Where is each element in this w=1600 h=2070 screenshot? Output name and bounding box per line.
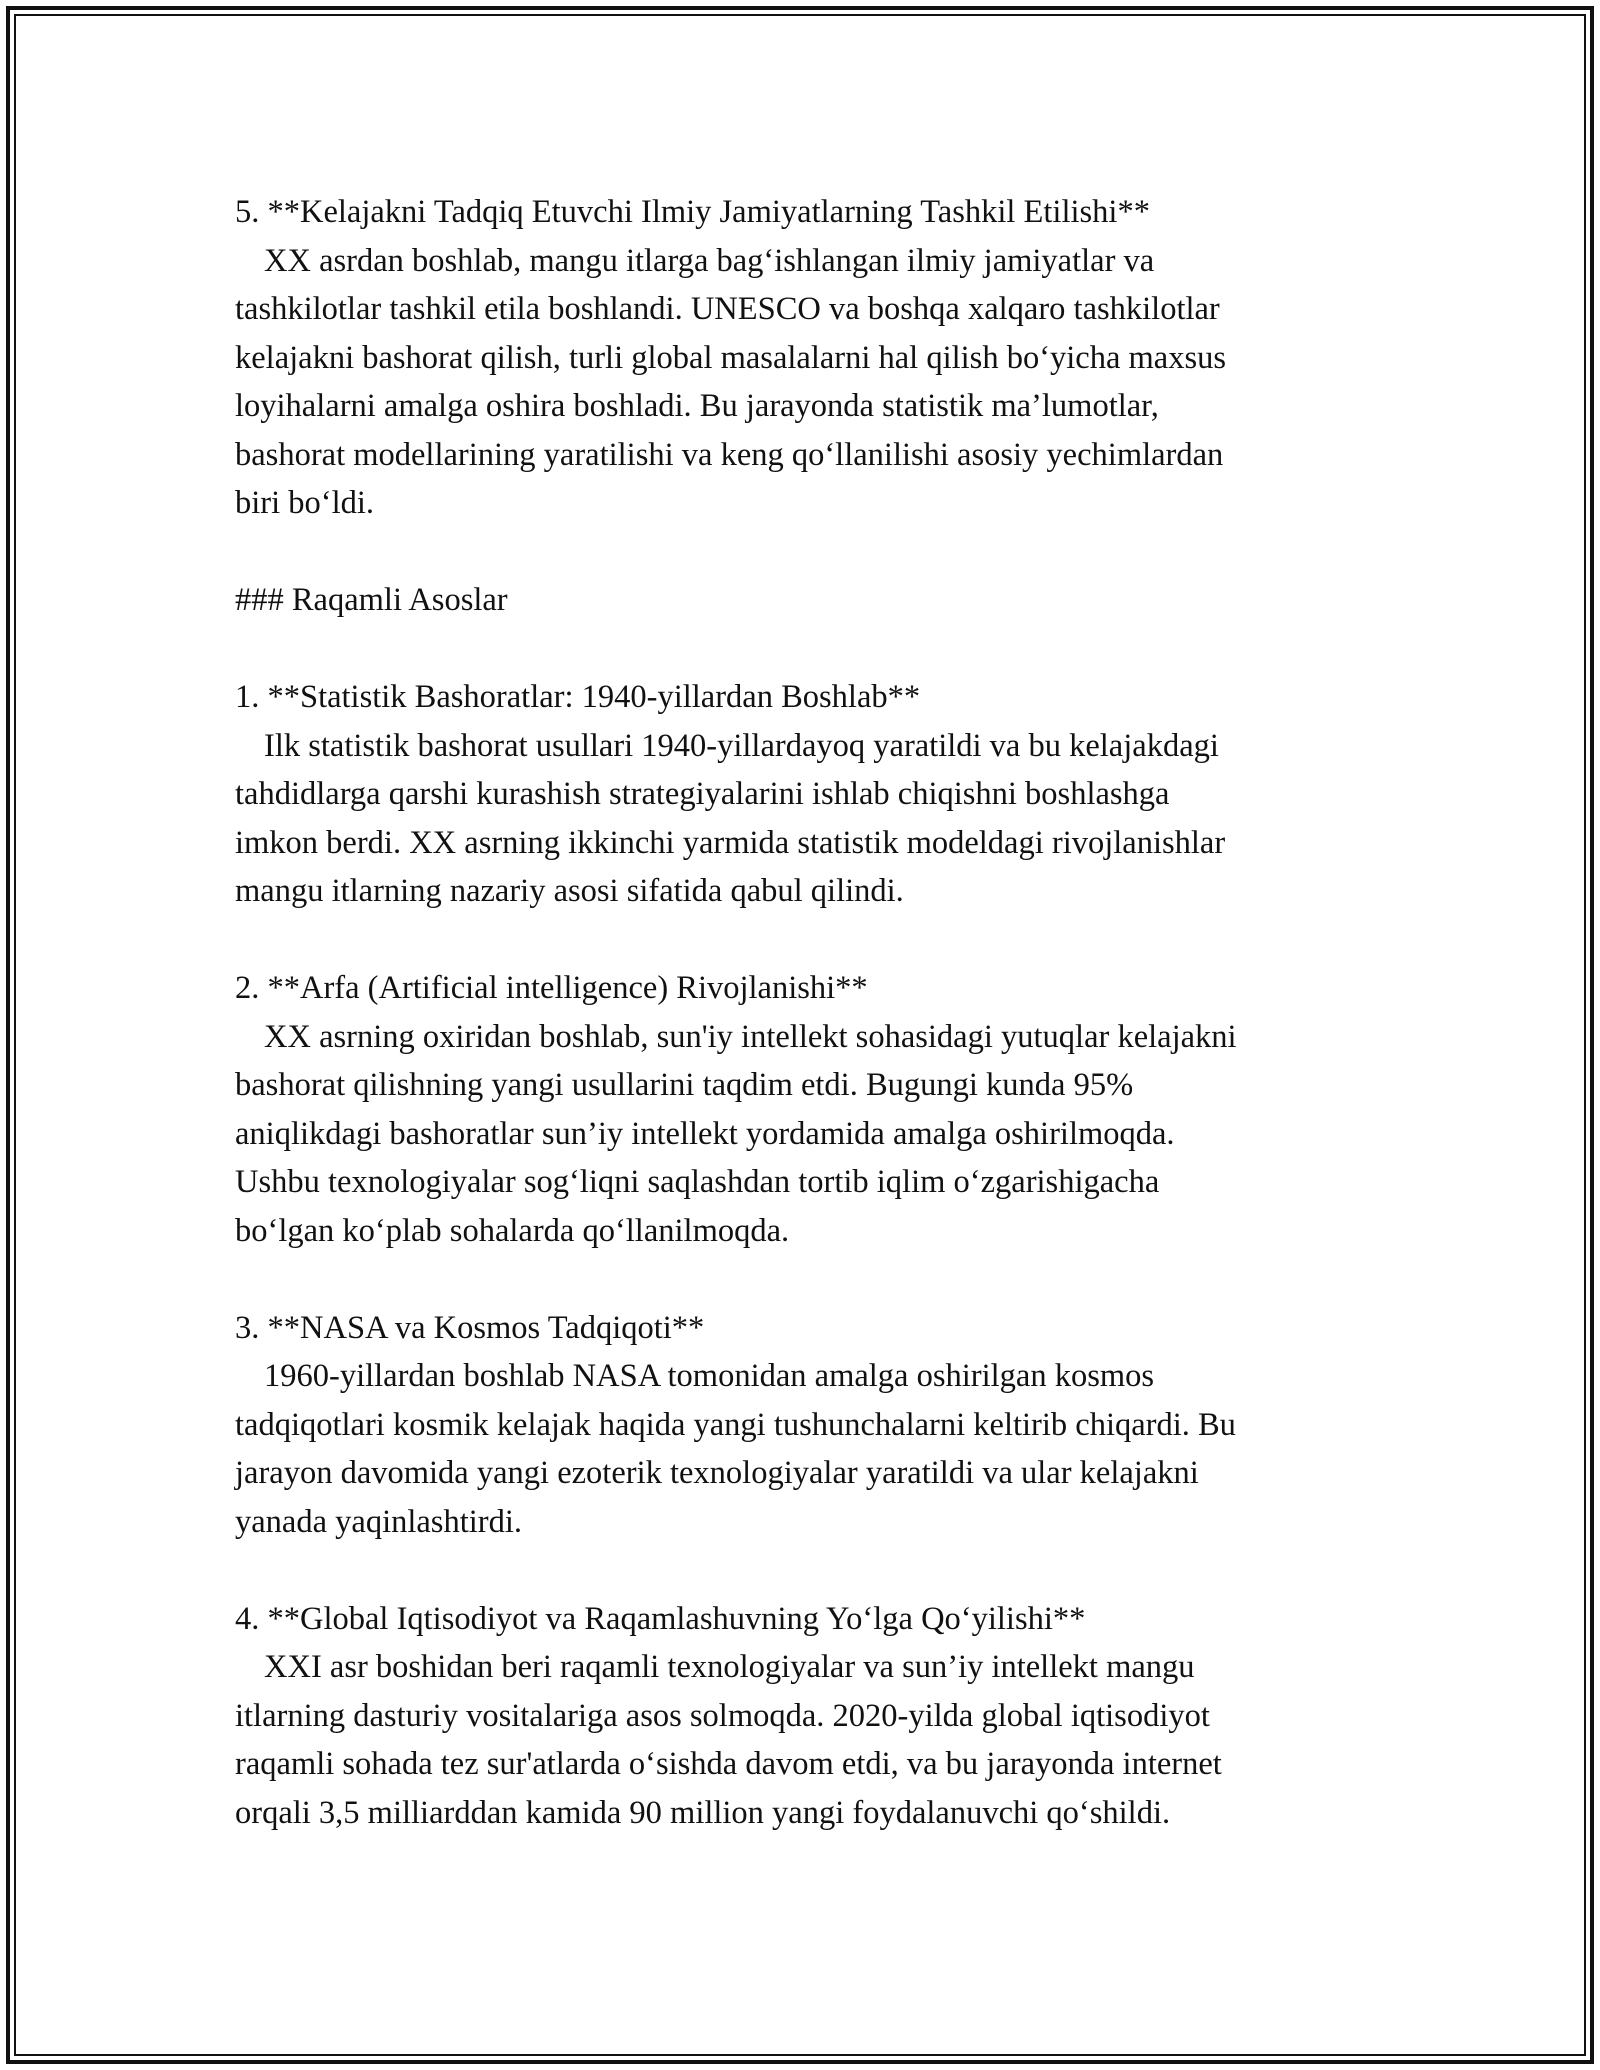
paragraph-line: mangu itlarning nazariy asosi sifatida qabul qilindi. — [235, 873, 904, 909]
paragraph-spacer — [235, 625, 1385, 674]
paragraph-line: jarayon davomida yangi ezoterik texnologiyalar yaratildi va ular kelajakni — [235, 1455, 1199, 1491]
paragraph-spacer — [235, 528, 1385, 577]
paragraph-line: aniqlikdagi bashoratlar sun’iy intellekt yordamida amalga oshirilmoqda. — [235, 1115, 1175, 1152]
paragraph-spacer — [235, 916, 1385, 965]
section-heading: 2. **Arfa (Artificial intelligence) Rivojlanishi** — [235, 970, 868, 1006]
paragraph-line: bo‘lgan ko‘plab sohalarda qo‘llanilmoqda. — [235, 1212, 790, 1249]
paragraph-line: Ushbu texnologiyalar sog‘liqni saqlashdan tortib iqlim o‘zgarishigacha — [235, 1164, 1160, 1200]
paragraph-line: Ilk statistik bashorat usullari 1940-yillardayoq yaratildi va bu kelajakdagi — [264, 727, 1219, 764]
paragraph-line: raqamli sohada tez sur'atlarda o‘sishda davom etdi, va bu jarayonda internet — [235, 1746, 1222, 1782]
paragraph-spacer — [235, 1255, 1385, 1304]
section-heading: 5. **Kelajakni Tadqiq Etuvchi Ilmiy Jamiyatlarning Tashkil Etilishi** — [235, 194, 1150, 230]
paragraph-line: biri bo‘ldi. — [235, 485, 375, 521]
paragraph-line: 1960-yillardan boshlab NASA tomonidan amalga oshirilgan kosmos — [264, 1358, 1155, 1394]
section-heading: 3. **NASA va Kosmos Tadqiqoti** — [235, 1309, 705, 1346]
document-body — [235, 188, 1385, 1837]
paragraph-line: tahdidlarga qarshi kurashish strategiyalarini ishlab chiqishni boshlashga — [235, 776, 1170, 812]
section-heading: 4. **Global Iqtisodiyot va Raqamlashuvning Yo‘lga Qo‘yilishi** — [235, 1600, 1086, 1637]
paragraph-line: tashkilotlar tashkil etila boshlandi. UNESCO va boshqa xalqaro tashkilotlar — [235, 291, 1220, 327]
paragraph-line: bashorat qilishning yangi usullarini taqdim etdi. Bugungi kunda 95% — [235, 1067, 1134, 1103]
subsection-heading: ### Raqamli Asoslar — [235, 582, 508, 618]
paragraph-line: orqali 3,5 milliarddan kamida 90 million yangi foydalanuvchi qo‘shildi. — [235, 1794, 1171, 1831]
paragraph-spacer — [235, 1546, 1385, 1595]
paragraph-line: itlarning dasturiy vositalariga asos solmoqda. 2020-yilda global iqtisodiyot — [235, 1697, 1210, 1734]
section-heading: 1. **Statistik Bashoratlar: 1940-yillardan Boshlab** — [235, 679, 921, 715]
paragraph-line: XXI asr boshidan beri raqamli texnologiyalar va sun’iy intellekt mangu — [264, 1649, 1195, 1685]
paragraph-line: bashorat modellarining yaratilishi va keng qo‘llanilishi asosiy yechimlardan — [235, 436, 1224, 473]
paragraph-line: XX asrdan boshlab, mangu itlarga bag‘ishlangan ilmiy jamiyatlar va — [264, 242, 1155, 279]
paragraph-line: tadqiqotlari kosmik kelajak haqida yangi tushunchalarni keltirib chiqardi. Bu — [235, 1406, 1236, 1443]
paragraph-line: loyihalarni amalga oshira boshladi. Bu jarayonda statistik ma’lumotlar, — [235, 388, 1159, 424]
paragraph-line: yanada yaqinlashtirdi. — [235, 1503, 522, 1540]
paragraph-line: XX asrning oxiridan boshlab, sun'iy intellekt sohasidagi yutuqlar kelajakni — [264, 1018, 1237, 1055]
paragraph-line: kelajakni bashorat qilish, turli global masalalarni hal qilish bo‘yicha maxsus — [235, 339, 1227, 376]
paragraph-line: imkon berdi. XX asrning ikkinchi yarmida statistik modeldagi rivojlanishlar — [235, 824, 1226, 861]
